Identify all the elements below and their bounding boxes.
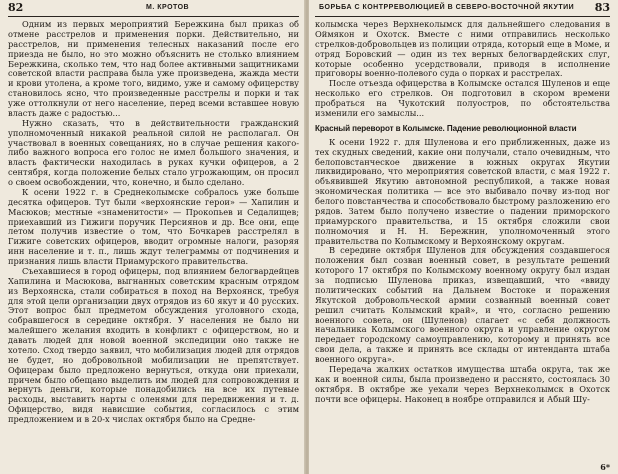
left-running-head: М. КРОТОВ <box>146 4 190 11</box>
left-page-header <box>8 0 299 17</box>
right-running-head: БОРЬБА С КОНТРРЕВОЛЮЦИЕЙ В СЕВЕРО-ВОСТОЧНОЙ ЯКУТИИ <box>319 4 575 11</box>
left-page-body <box>8 20 299 425</box>
paragraph: После отъезда офицерства в Колымске остался Шуленов и еще несколько его стрелков. Он подготовил в скором времени пробраться на Чукотский полуостров, по обстоятельства изменили его замыслы... <box>315 78 610 118</box>
paragraph: Нужно сказать, что в действительности гражданский уполномоченный никакой реальной силой не располагал. Он участвовал в военных совещаниях, но в случае решения какого-либо важного вопроса его голос не имел большого значения, и власть фактически находилась в руках кучки офицеров, а 2 сентября, когда положение белых стало угрожающим, он просил о своем освобождении, что, конечно, и было сделано. <box>8 117 299 187</box>
right-page <box>309 0 618 474</box>
paragraph: Одним из первых мероприятий Бережкина был приказ об отмене расстрелов и применения порки. Действительно, ни расстрелов, ни применения телесных наказаний после его приезда не было, но это можно объяснить не столько влиянием Бережкина, сколько тем, что над более активными защитниками советской власти расправа была уже произведена, жажда мести и крови утолена, а кроме того, видимо, уже и самому офицерству становилось ясно, что произведенные расстрелы и порки и так уже оттолкнули от него население, перед всеми вставшее новую власть даже с радостью... <box>8 19 299 118</box>
paragraph: К осени 1922 г. для Шуленова и его приближенных, даже из тех скудных сведений, какие они получали, стало очевидным, что белоповстанческое движение в южных округах Якутии ликвидировано, что мероприятия советской власти, с мая 1922 г. объявившей Якутию автономной республикой, а также новая экономическая политика — все это выбивало почву из-под ног белого повстанчества и способствовало быстрому разложению его рядов. Затем было получено известие о падении приморского приамурского правительства, и 15 октября сложили свои полномочия и Н. Н. Бережнин, уполномоченный этого правительства по Колымскому и Верхоянскому округам. <box>315 136 610 246</box>
paragraph: колымска через Верхнеколымск для дальнейшего следования в Оймякон и Охотск. Вместе с ними отправились несколько стрелков-добровольцев из полиции отряда, который еще в Моме, и отряд Боровский — один из тех верных белогвардейских слуг, которые особенно усердствовали, приводя в исполнение приговоры военно-полевого суда о порках и расстрелах. <box>315 19 610 79</box>
right-page-body <box>315 20 610 404</box>
signature-mark: 6* <box>600 462 610 472</box>
right-page-number: 83 <box>594 1 610 14</box>
left-page <box>0 0 305 474</box>
paragraph: Передача жалких остатков имущества штаба округа, так же как и военной силы, была произведено и расснято, состоялась 30 октября. В октябре же уехали через Верхнеколымск в Охотск почти все офицеры. Наконец в ноябре отправился и Абый Шу- <box>315 363 610 404</box>
section-title: Красный переворот в Колымске. Падение революционной власти <box>315 123 577 133</box>
left-page-number: 82 <box>8 1 24 14</box>
paragraph: В середине октября Шуленов для обсуждения создавшегося положения был созван военный совет, в результате решений которого 17 октября по Колымскому военному округу был издан за подписью Шуленова приказ, извещавший, что «ввиду политических событий на Дальнем Востоке и поражения Якутской добровольческой армии созванный военный совет решил считать Колымский край», и что, согласно решению военного совета, он (Шуленов) слагает «с себя должность начальника Колымского военного округа и управление округом передает городскому самоуправлению, которому и принять все свои дела, а также и принять все склады от интенданта штаба военного округа». <box>315 245 610 364</box>
right-page-header <box>315 0 610 17</box>
paragraph: Съехавшиеся в город офицеры, под влиянием белогвардейцев Хапилина и Масюкова, выгнанных советским красным отрядом из Верхоянска, стали собираться в поход на Верхоянск, требуя для этой цели организации двух отрядов из 60 якут и 40 русских. Этот вопрос был предметом обсуждения уголовного схода, собравшегося в середине октября. У населения не было ни малейшего желания входить в конфликт с офицерством, но и давать людей для новой военной экспедиции оно также не хотело. Сход твердо заявил, что мобилизация людей для отрядов не будет, но добровольной мобилизации не препятствует. Офицерам было предложено вернуться, откуда они приехали, причем было обещано выделить им людей для сопровождения и вернуть деньги, которые понадобились на все их путевые расходы, выставить нарты с оленями для передвижения и т. д. Офицерство, видя нависшие события, согласилось с этим предложением и в 20-х числах октября было на Средне- <box>8 265 299 424</box>
paragraph: К осени 1922 г. в Среднеколымске собралось уже больше десятка офицеров. Тут были «верхоянские герои» — Хапилин и Масюков; местные «знаменитости» — Прокопьев и Седалищев; приехавший из Гижиги поручик Персиянов и др. Все они, еще летом получив известие о том, что Бочкарев расстрелял в Гижиге советских офицеров, вводит огромные налоги, разоряя инн население и т. п., лишь ждут телеграммы от подчинения и признания лишь власти Приамурского правительства. <box>8 186 299 266</box>
